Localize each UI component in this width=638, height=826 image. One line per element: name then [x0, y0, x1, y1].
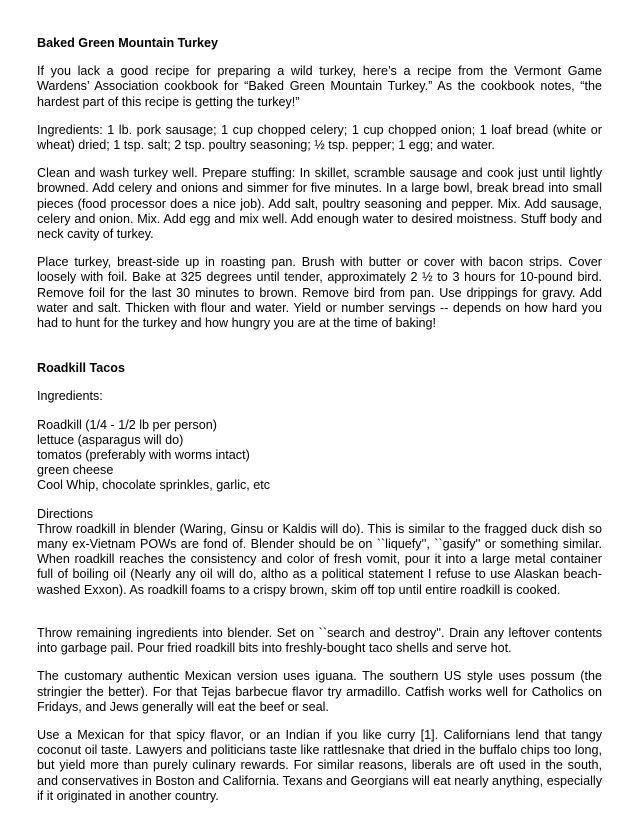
tacos-directions-label: Directions [37, 506, 93, 521]
turkey-preparation-paragraph: Clean and wash turkey well. Prepare stuffing: In skillet, scramble sausage and cook just until lightly browned. Add celery and onions and simmer for five minutes. In a large bowl, break bread into small pieces (food processor does a nice job). Add salt, poultry seasoning and pepper. Mix. Add sausage, celery and onion. Mix. Add egg and mix well. Add enough water to desired moistness. Stuff body and neck cavity of turkey. [37, 166, 602, 242]
recipe-title-turkey: Baked Green Mountain Turkey [37, 36, 219, 50]
document-page [37, 36, 602, 804]
list-item: Cool Whip, chocolate sprinkles, garlic, etc [37, 478, 271, 493]
tacos-ingredients-label: Ingredients: [37, 389, 103, 404]
tacos-flavors-paragraph: Use a Mexican for that spicy flavor, or an Indian if you like curry [1]. Californians lend that tangy coconut oil taste. Lawyers and politicians taste like rattlesnake that dried in the buffalo chips too long, but yield more than purely culinary rewards. For similar reasons, liberals are oft used in the south, and conservatives in Boston and California. Texans and Georgians will eat nearly anything, especially if it originated in another country. [37, 727, 602, 803]
list-item: tomatos (preferably with worms intact) [37, 448, 250, 463]
turkey-baking-paragraph: Place turkey, breast-side up in roasting pan. Brush with butter or cover with bacon strips. Cover loosely with foil. Bake at 325 degrees until tender, approximately 2 ½ to 3 hours for 10-pound bird. Remove foil for the last 30 minutes to brown. Remove bird from pan. Use drippings for gravy. Add water and salt. Thicken with flour and water. Yield or number servings -- depends on how hard you had to hunt for the turkey and how hungry you are at the time of baking! [37, 255, 602, 331]
list-item: green cheese [37, 463, 114, 478]
tacos-directions-paragraph: Throw roadkill in blender (Waring, Ginsu or Kaldis will do). This is similar to the fragged duck dish so many ex-Vietnam POWs are fond of. Blender should be on ``liquefy'', ``gasify'' or something similar. When roadkill reaches the consistency and color of fresh vomit, pour it into a large metal container full of boiling oil (Nearly any oil will do, altho as a political statement I refuse to use Alaskan beach-washed Exxon). As roadkill foams to a crispy brown, skim off top until entire roadkill is cooked. [37, 521, 602, 597]
tacos-blender-paragraph: Throw remaining ingredients into blender. Set on ``search and destroy''. Drain any leftover contents into garbage pail. Pour fried roadkill bits into freshly-bought taco shells and serve hot. [37, 625, 602, 656]
turkey-intro-paragraph: If you lack a good recipe for preparing a wild turkey, here’s a recipe from the Vermont Game Wardens’ Association cookbook for “Baked Green Mountain Turkey.” As the cookbook notes, “the hardest part of this recipe is getting the turkey!” [37, 64, 602, 109]
tacos-ingredients-list [37, 418, 602, 494]
list-item: Roadkill (1/4 - 1/2 lb per person) [37, 417, 217, 432]
recipe-title-tacos: Roadkill Tacos [37, 361, 125, 376]
list-item: lettuce (asparagus will do) [37, 432, 184, 447]
turkey-ingredients-paragraph: Ingredients: 1 lb. pork sausage; 1 cup chopped celery; 1 cup chopped onion; 1 loaf bread (white or wheat) dried; 1 tsp. salt; 2 tsp. poultry seasoning; ½ tsp. pepper; 1 egg; and water. [37, 122, 602, 153]
tacos-variations-paragraph: The customary authentic Mexican version uses iguana. The southern US style uses possum (the stringier the better). For that Tejas barbecue flavor try armadillo. Catfish works well for Catholics on Fridays, and Jews generally will eat the beef or seal. [37, 669, 602, 714]
